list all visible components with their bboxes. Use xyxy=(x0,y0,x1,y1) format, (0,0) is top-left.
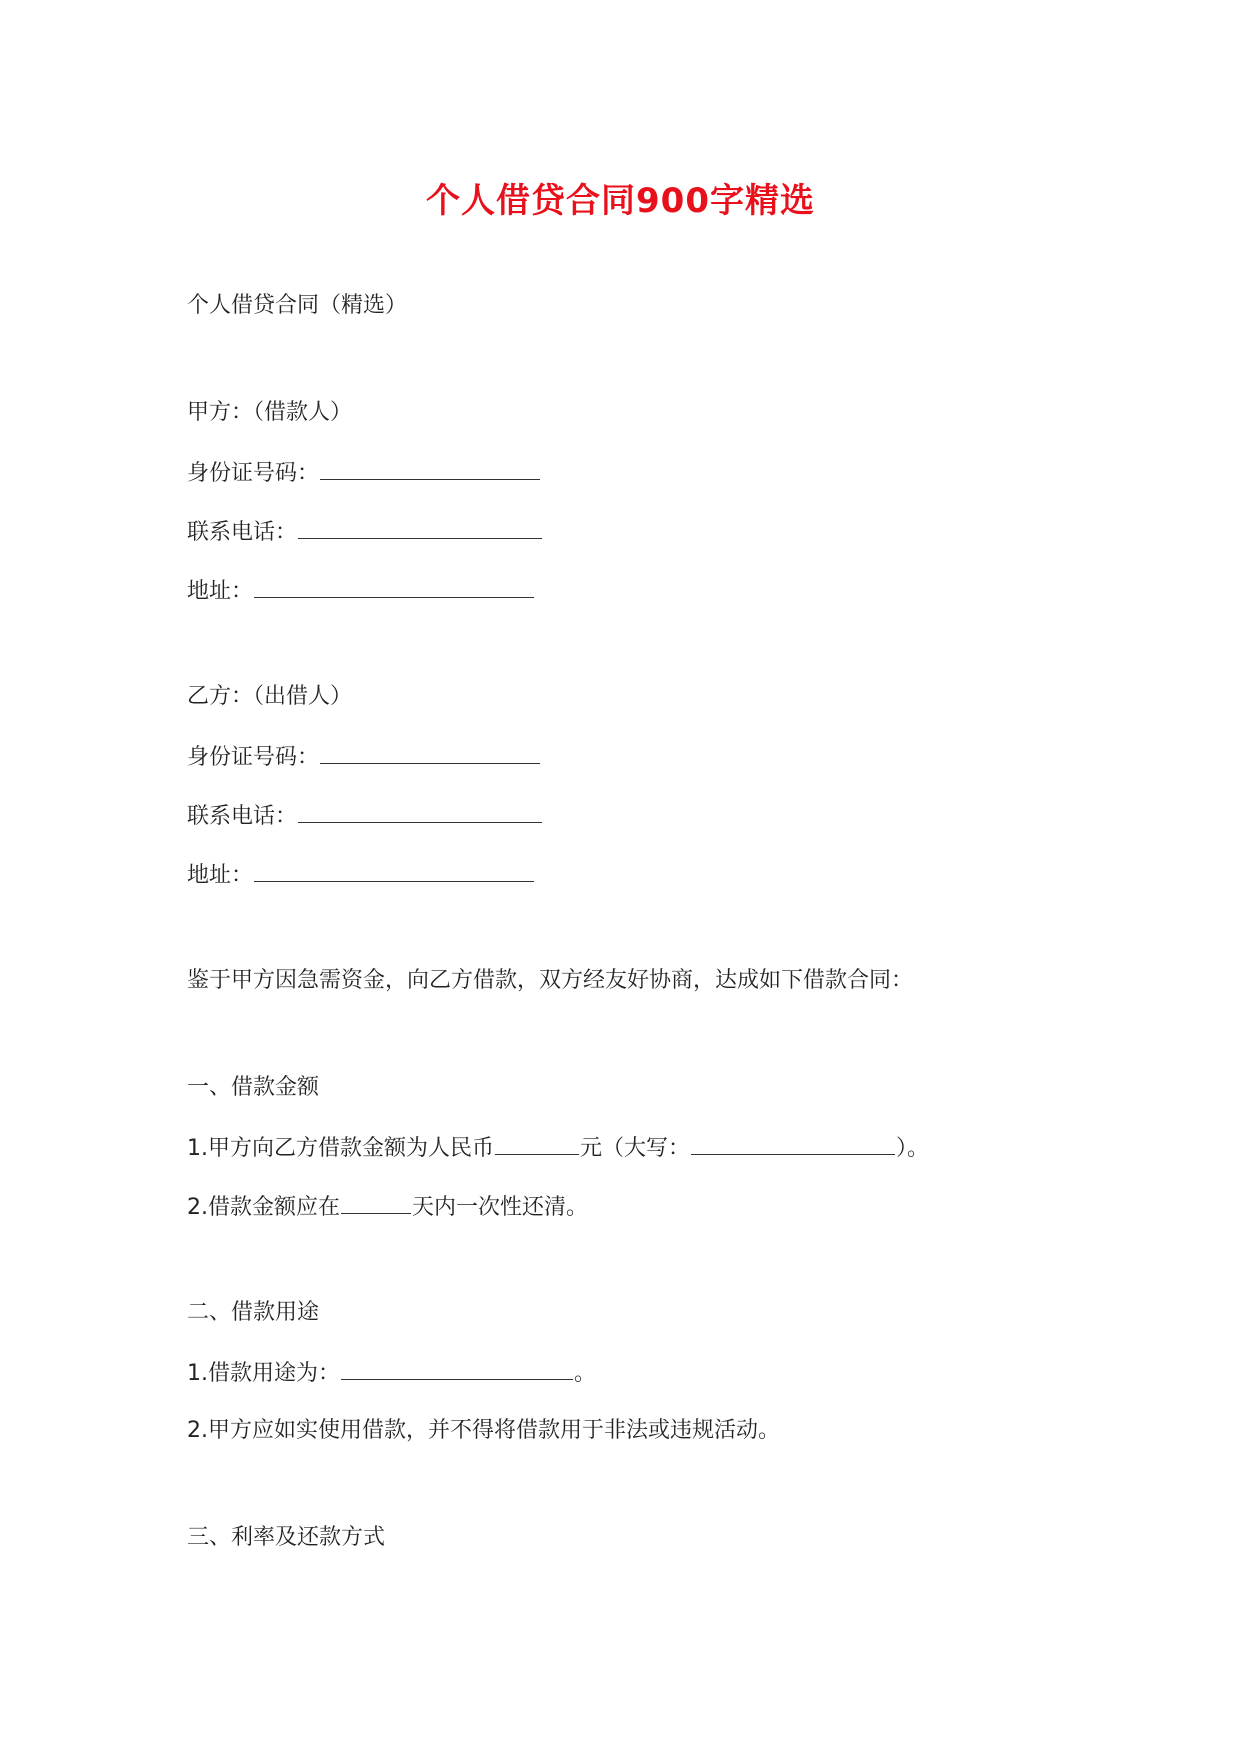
party-a-phone-blank xyxy=(298,516,542,539)
party-b-address-label: 地址： xyxy=(187,863,254,888)
section1-item2-text-b: 天内一次性还清。 xyxy=(412,1195,589,1220)
party-b-phone-blank xyxy=(298,800,542,823)
section1-item2-text-a: 2.借款金额应在 xyxy=(187,1195,340,1220)
party-a-id-label: 身份证号码： xyxy=(187,461,320,486)
section3-heading: 三、利率及还款方式 xyxy=(187,1525,386,1550)
party-a-heading: 甲方：（借款人） xyxy=(187,400,353,425)
party-a-phone-line xyxy=(187,516,543,548)
amount-blank xyxy=(495,1132,579,1155)
party-a-address-blank xyxy=(254,575,534,598)
section1-item1 xyxy=(187,1132,929,1164)
party-b-heading: 乙方：（出借人） xyxy=(187,684,353,709)
party-a-phone-label: 联系电话： xyxy=(187,520,298,545)
section1-heading: 一、借款金额 xyxy=(187,1075,320,1100)
section2-item1 xyxy=(187,1357,596,1389)
party-b-id-blank xyxy=(320,741,540,764)
section1-item1-text-b: 元（大写： xyxy=(580,1136,691,1161)
section1-item2 xyxy=(187,1191,588,1223)
section2-item2: 2.甲方应如实使用借款，并不得将借款用于非法或违规活动。 xyxy=(187,1418,780,1443)
section1-item1-text-a: 1.甲方向乙方借款金额为人民币 xyxy=(187,1136,494,1161)
party-b-address-line xyxy=(187,859,535,891)
party-b-id-label: 身份证号码： xyxy=(187,745,320,770)
party-a-id-blank xyxy=(320,457,540,480)
days-blank xyxy=(341,1191,411,1214)
preamble: 鉴于甲方因急需资金，向乙方借款，双方经友好协商，达成如下借款合同： xyxy=(187,968,914,993)
document-subtitle: 个人借贷合同（精选） xyxy=(187,293,408,318)
party-a-address-line xyxy=(187,575,535,607)
amount-uppercase-blank xyxy=(691,1132,895,1155)
section1-item1-text-c: ）。 xyxy=(896,1136,930,1161)
party-a-address-label: 地址： xyxy=(187,579,254,604)
party-b-id-line xyxy=(187,741,541,773)
party-b-phone-line xyxy=(187,800,543,832)
party-a-id-line xyxy=(187,457,541,489)
section2-heading: 二、借款用途 xyxy=(187,1300,320,1325)
section2-item1-text-b: 。 xyxy=(574,1361,597,1386)
party-b-phone-label: 联系电话： xyxy=(187,804,298,829)
document-title: 个人借贷合同900字精选 xyxy=(426,181,815,221)
party-b-address-blank xyxy=(254,859,534,882)
section2-item1-text-a: 1.借款用途为： xyxy=(187,1361,340,1386)
purpose-blank xyxy=(341,1357,573,1380)
